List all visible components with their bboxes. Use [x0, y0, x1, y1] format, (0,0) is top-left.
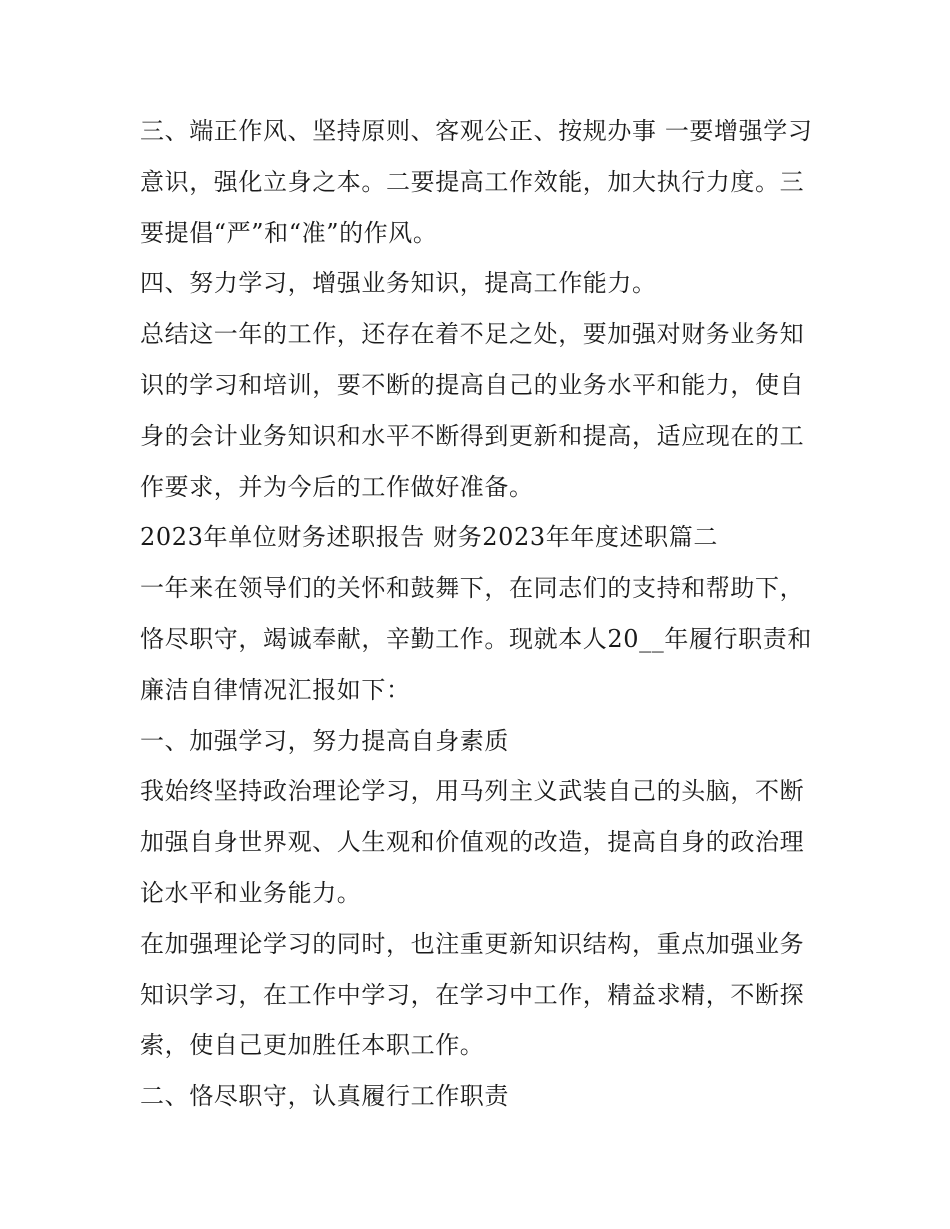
- paragraph-heading-one: 一、加强学习，努力提高自身素质: [140, 726, 509, 755]
- paragraph-knowledge-update: 在加强理论学习的同时，也注重更新知识结构，重点加强业务知识学习，在工作中学习，在学习中工作，精益求精，不断探索，使自己更加胜任本职工作。: [140, 929, 805, 1060]
- section-title: 2023年单位财务述职报告 财务2023年年度述职篇二: [140, 523, 718, 552]
- paragraph-heading-study: 四、努力学习，增强业务知识，提高工作能力。: [140, 269, 657, 298]
- paragraph-summary: 总结这一年的工作，还存在着不足之处，要加强对财务业务知识的学习和培训，要不断的提高自己的业务水平和能力，使自身的会计业务知识和水平不断得到更新和提高，适应现在的工作要求，并为今后的工作做好准备。: [140, 320, 805, 501]
- paragraph-political-study: 我始终坚持政治理论学习，用马列主义武装自己的头脑，不断加强自身世界观、人生观和价值观的改造，提高自身的政治理论水平和业务能力。: [140, 777, 805, 907]
- paragraph-intro: 一年来在领导们的关怀和鼓舞下，在同志们的支持和帮助下，恪尽职守，竭诚奉献，辛勤工作。现就本人20__年履行职责和廉洁自律情况汇报如下：: [140, 574, 812, 704]
- document-body: [140, 106, 820, 1122]
- paragraph-heading-two: 二、恪尽职守，认真履行工作职责: [140, 1082, 509, 1111]
- paragraph-style-discipline: 三、端正作风、坚持原则、客观公正、按规办事 一要增强学习意识，强化立身之本。二要提高工作效能，加大执行力度。三要提倡“严”和“准”的作风。: [140, 117, 813, 247]
